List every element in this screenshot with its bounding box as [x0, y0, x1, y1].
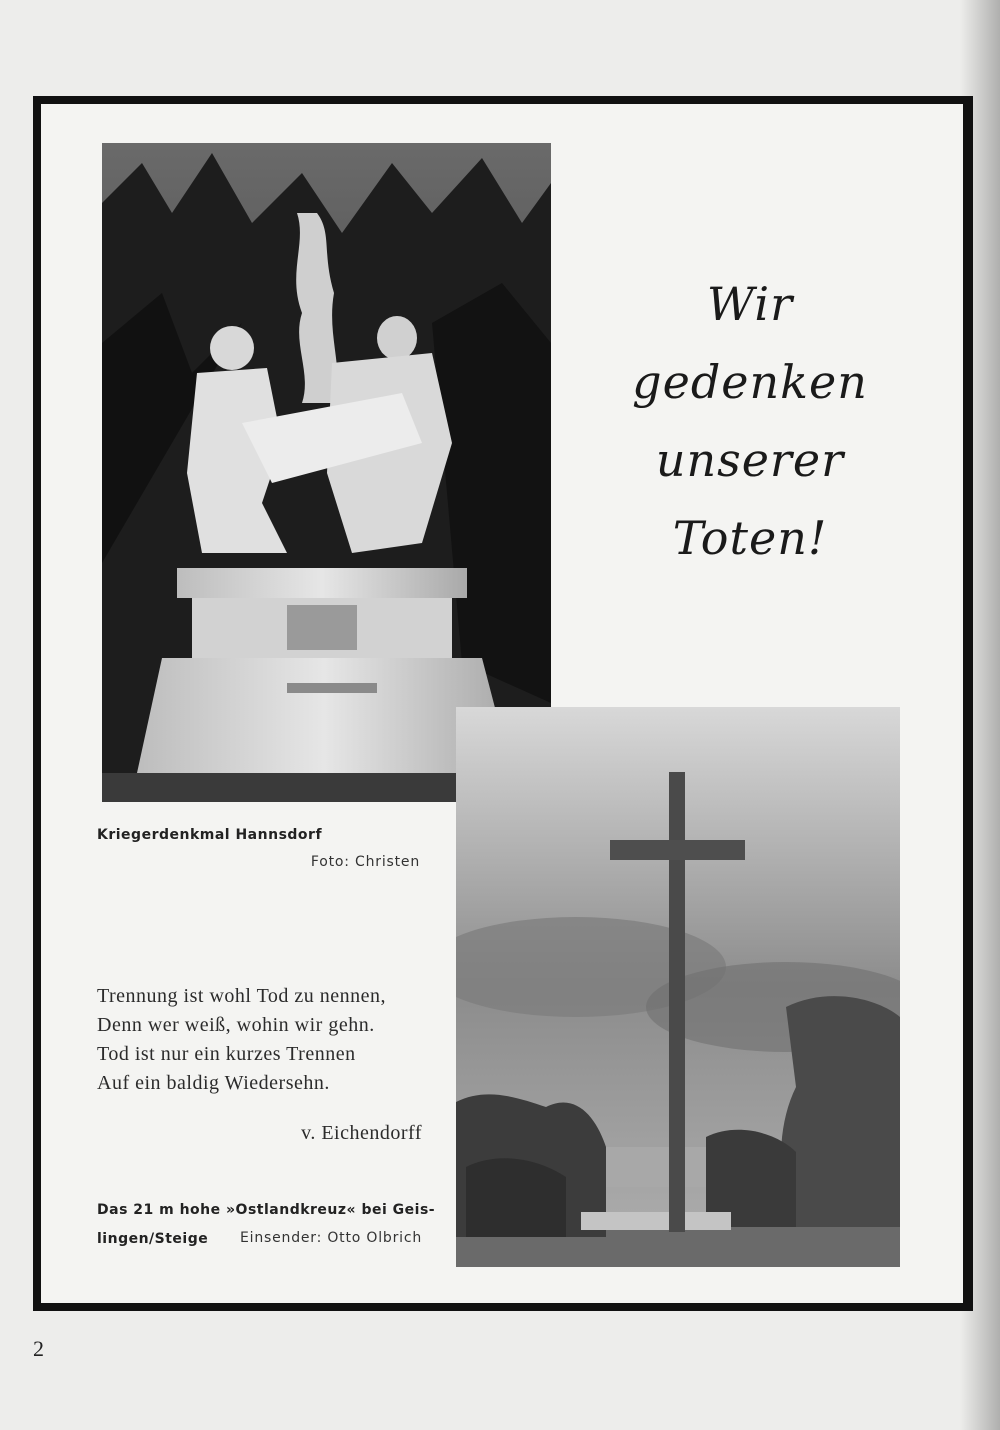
- poem-line: Tod ist nur ein kurzes Trennen: [97, 1043, 356, 1065]
- mourning-border-left: [33, 96, 41, 1311]
- cross-photo-illustration: [456, 707, 900, 1267]
- poem-line: Auf ein baldig Wiedersehn.: [97, 1072, 330, 1094]
- heading-line-1: Wir: [706, 277, 794, 331]
- monument-photo: [102, 143, 551, 802]
- heading-line-3: Toten!: [672, 511, 828, 565]
- page-heading: [560, 265, 940, 577]
- monument-caption: Kriegerdenkmal Hannsdorf: [97, 827, 323, 843]
- cross-photo: [456, 707, 900, 1267]
- page-number: 2: [33, 1336, 44, 1361]
- cross-caption-line-2: lingen/Steige: [97, 1231, 209, 1247]
- cross-caption-line-2-row: [97, 1230, 422, 1248]
- poem: [97, 982, 422, 1098]
- poem-author: v. Eichendorff: [301, 1122, 422, 1144]
- monument-photo-credit: Foto: Christen: [310, 854, 420, 870]
- poem-line: Denn wer weiß, wohin wir gehn.: [97, 1014, 375, 1036]
- poem-line: Trennung ist wohl Tod zu nennen,: [97, 985, 387, 1007]
- mourning-border-top: [33, 96, 973, 104]
- cross-photo-sender: Einsender: Otto Olbrich: [240, 1230, 422, 1246]
- heading-line-2: gedenken unserer: [632, 355, 868, 487]
- monument-photo-illustration: [102, 143, 551, 802]
- cross-caption-line-1: Das 21 m hohe »Ostlandkreuz« bei Geis-: [97, 1202, 436, 1218]
- mourning-border-bottom: [33, 1303, 973, 1311]
- mourning-border-right: [963, 96, 973, 1311]
